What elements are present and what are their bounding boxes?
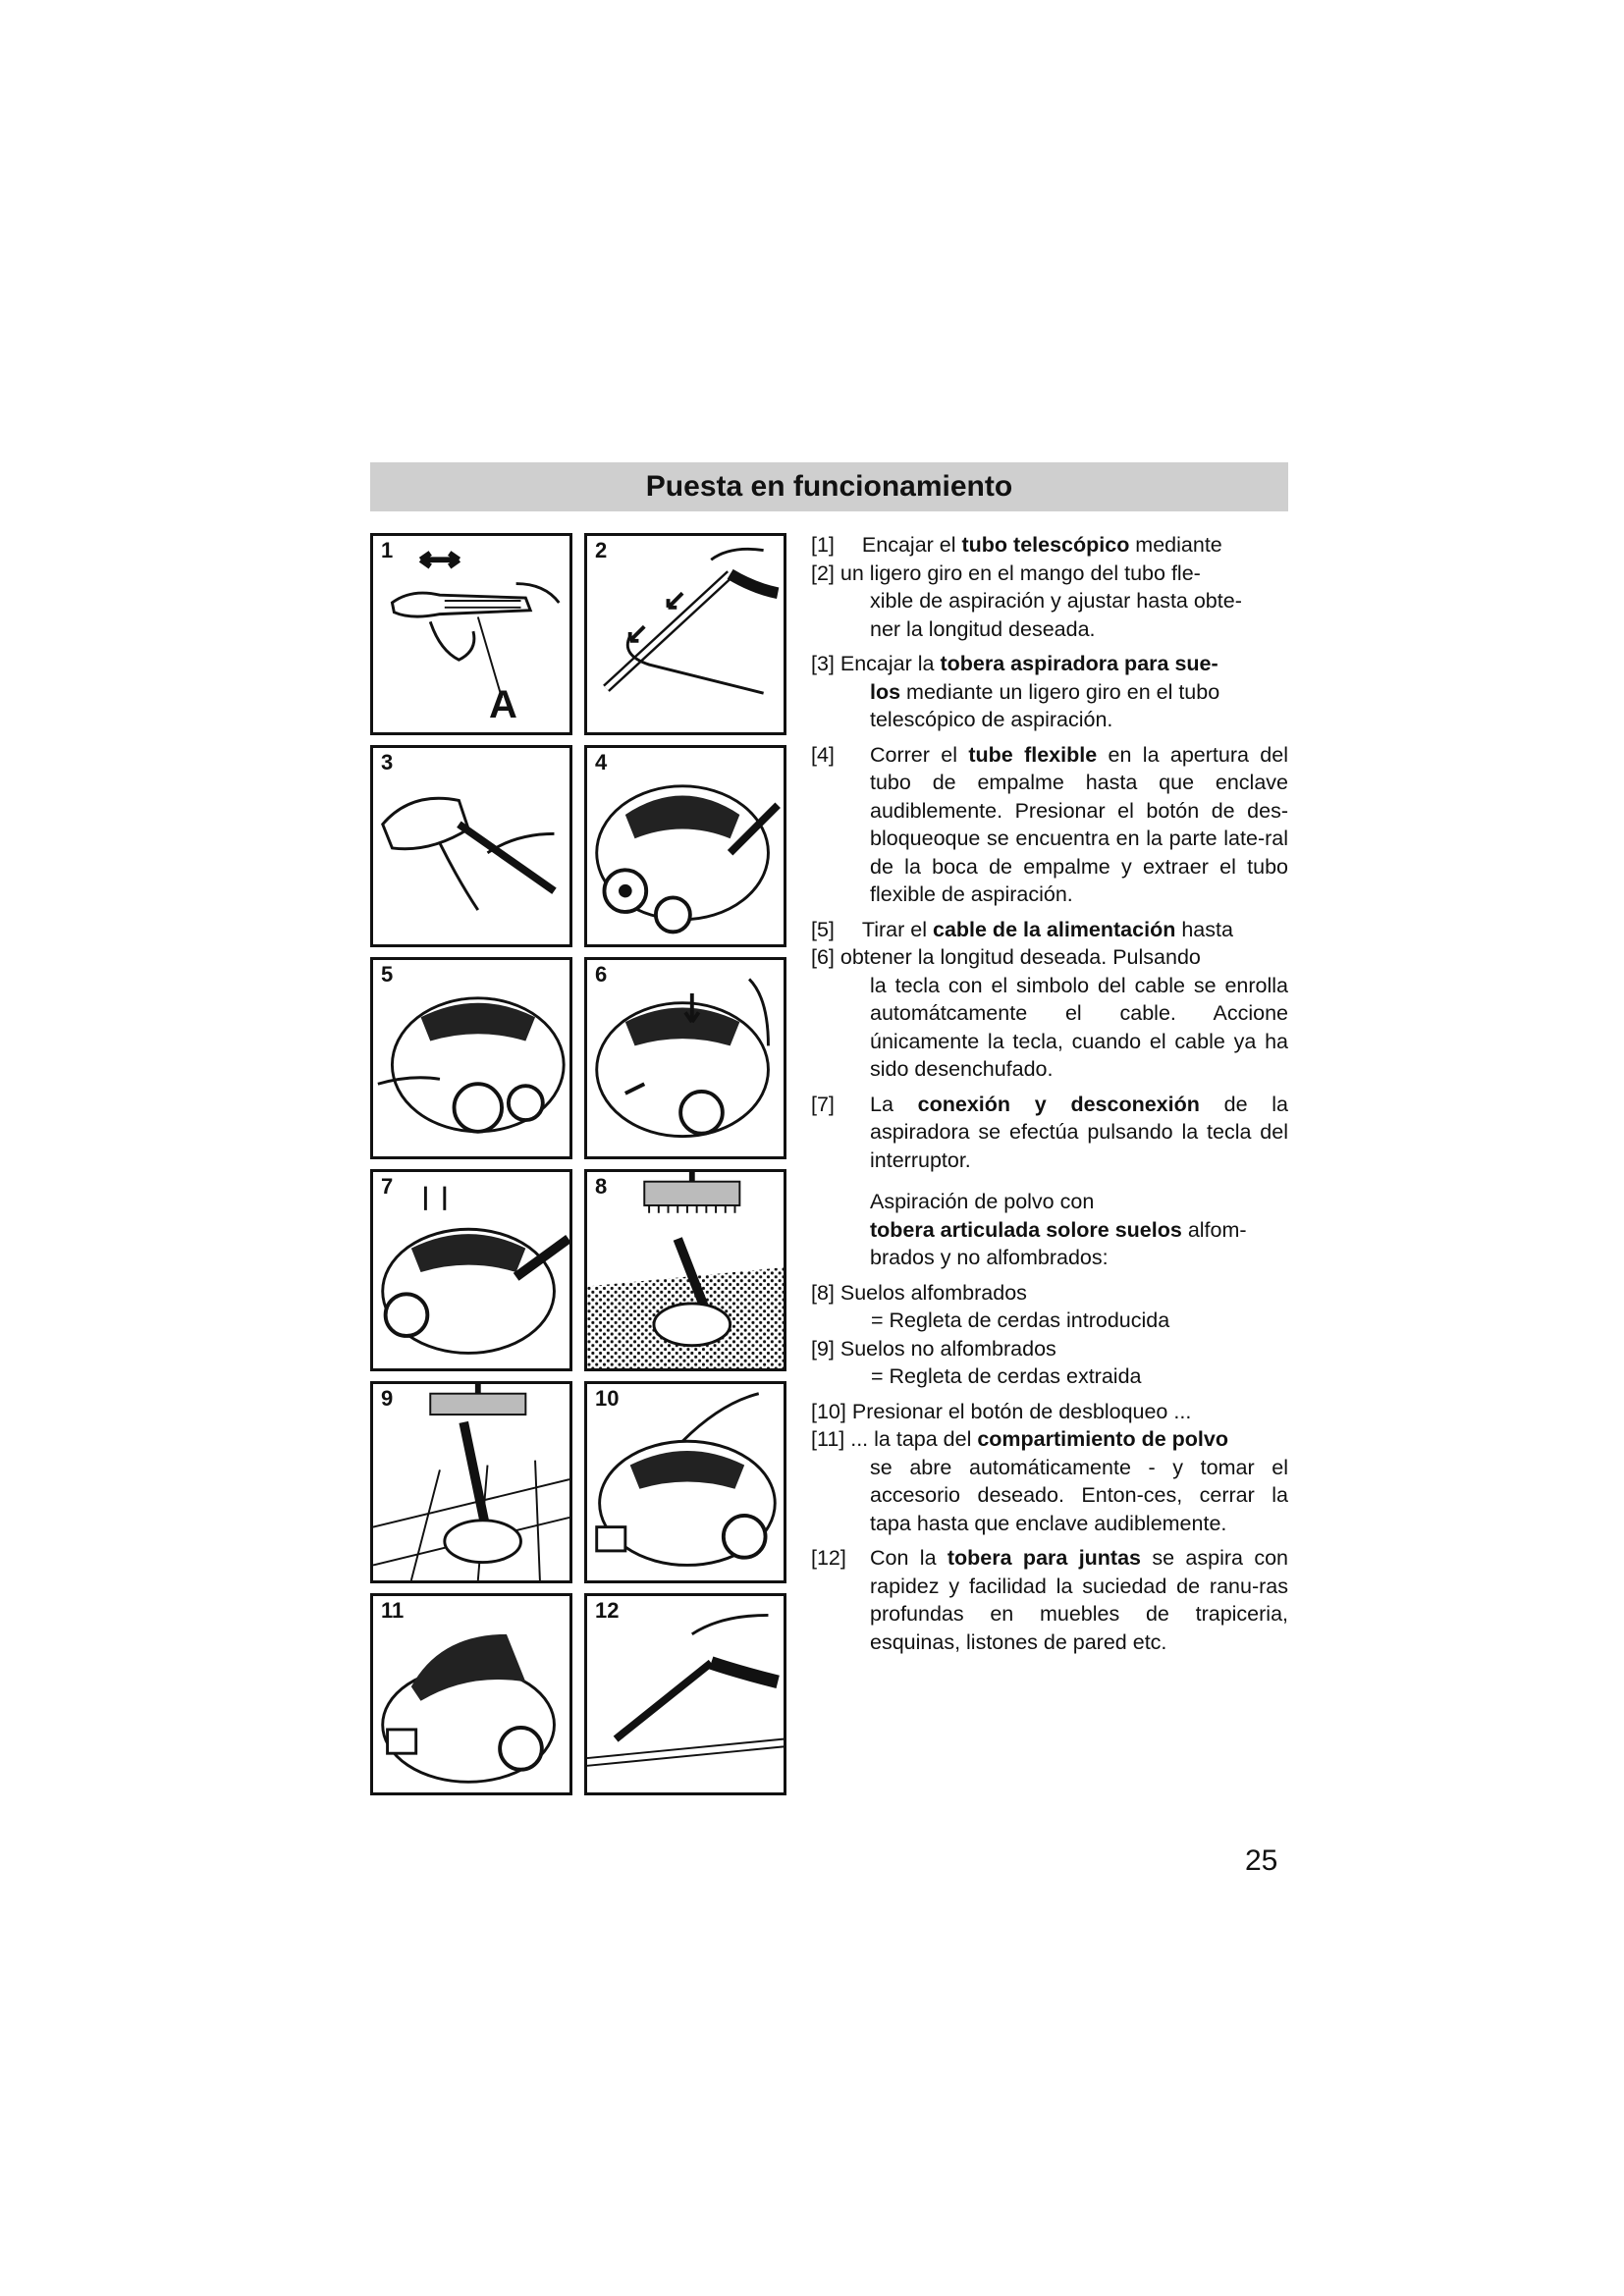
instructions-column	[811, 531, 1288, 1663]
step-7: [7] La conexión y desconexión de la aspiradora se efectúa pulsando la tecla del interruptor.	[811, 1092, 1288, 1172]
figure-2	[584, 533, 786, 735]
telescopic-tube-illustration	[373, 536, 569, 732]
figure-number: 8	[595, 1174, 608, 1199]
cable-rewind-illustration	[587, 960, 784, 1156]
figure-grid	[370, 533, 796, 1809]
flexible-hose-illustration	[587, 536, 784, 732]
figure-number: 2	[595, 538, 608, 562]
floor-nozzle-illustration	[373, 748, 569, 944]
figure-5	[370, 957, 572, 1159]
step-8: [8] Suelos alfombrados = Regleta de cerdas introducida	[811, 1280, 1170, 1332]
power-cable-illustration	[373, 960, 569, 1156]
step-12: [12] Con la tobera para juntas se aspira con rapidez y facilidad la suciedad de ranu-ras profundas en muebles de trapiceria, esquinas, listones de pared etc.	[811, 1546, 1288, 1654]
figure-number: 7	[381, 1174, 394, 1199]
step-4: [4] Correr el tube flexible en la apertura del tubo de empalme hasta que enclave audiblemente. Presionar el botón de des-bloqueoque se encuentra en la parte late-ral de la boca de empalme y extraer el tubo flexible de aspiración.	[811, 742, 1288, 906]
step-6: [6] obtener la longitud deseada. Pulsando la tecla con el simbolo del cable se enrolla automátcamente el cable. Accione únicamente la tecla, cuando el cable ya ha sido desenchufado.	[811, 945, 1288, 1081]
figure-10	[584, 1381, 786, 1583]
figure-number: 6	[595, 962, 608, 987]
figure-number: 4	[595, 750, 608, 774]
figure-number: 5	[381, 962, 394, 987]
figure-12	[584, 1593, 786, 1795]
dust-suction-intro: Aspiración de polvo con tobera articulada solore suelos alfom- brados y no alfombrados:	[870, 1190, 1247, 1269]
step-10: [10] Presionar el botón de desbloqueo ...	[811, 1399, 1192, 1423]
figure-9	[370, 1381, 572, 1583]
step-11: [11] ... la tapa del compartimiento de polvo se abre automáticamente - y tomar el accesorio deseado. Enton-ces, cerrar la tapa hasta que enclave audiblemente.	[811, 1427, 1288, 1535]
figure-8	[584, 1169, 786, 1371]
figure-number: 3	[381, 750, 394, 774]
figure-number: 9	[381, 1386, 394, 1411]
hard-floor-mode-illustration	[373, 1384, 569, 1580]
part-letter-a: A	[489, 683, 517, 726]
power-switch-illustration	[373, 1172, 569, 1368]
figure-7	[370, 1169, 572, 1371]
step-3: [3] Encajar la tobera aspiradora para sue- los mediante un ligero giro en el tubo telescópico de aspiración.	[811, 652, 1220, 731]
page-number: 25	[1245, 1844, 1278, 1877]
figure-number: 11	[381, 1598, 405, 1623]
figure-6	[584, 957, 786, 1159]
carpet-mode-illustration	[587, 1172, 784, 1368]
figure-1	[370, 533, 572, 735]
section-title: Puesta en funcionamiento	[645, 470, 1013, 503]
step-5: [5] Tirar el cable de la alimentación hasta	[811, 917, 1233, 941]
figure-3	[370, 745, 572, 947]
figure-number: 1	[381, 538, 394, 562]
step-2: [2] un ligero giro en el mango del tubo fle- xible de aspiración y ajustar hasta obte- ner la longitud deseada.	[811, 561, 1242, 641]
figure-4	[584, 745, 786, 947]
step-9: [9] Suelos no alfombrados = Regleta de cerdas extraida	[811, 1336, 1142, 1388]
dust-compartment-illustration	[373, 1596, 569, 1792]
crevice-nozzle-illustration	[587, 1596, 784, 1792]
unlock-button-illustration	[587, 1384, 784, 1580]
figure-number: 12	[595, 1598, 620, 1623]
step-1: [1] Encajar el tubo telescópico mediante	[811, 533, 1222, 557]
figure-number: 10	[595, 1386, 620, 1411]
figure-11	[370, 1593, 572, 1795]
vacuum-hose-connection-illustration	[587, 748, 784, 944]
section-title-bar	[370, 462, 1288, 511]
